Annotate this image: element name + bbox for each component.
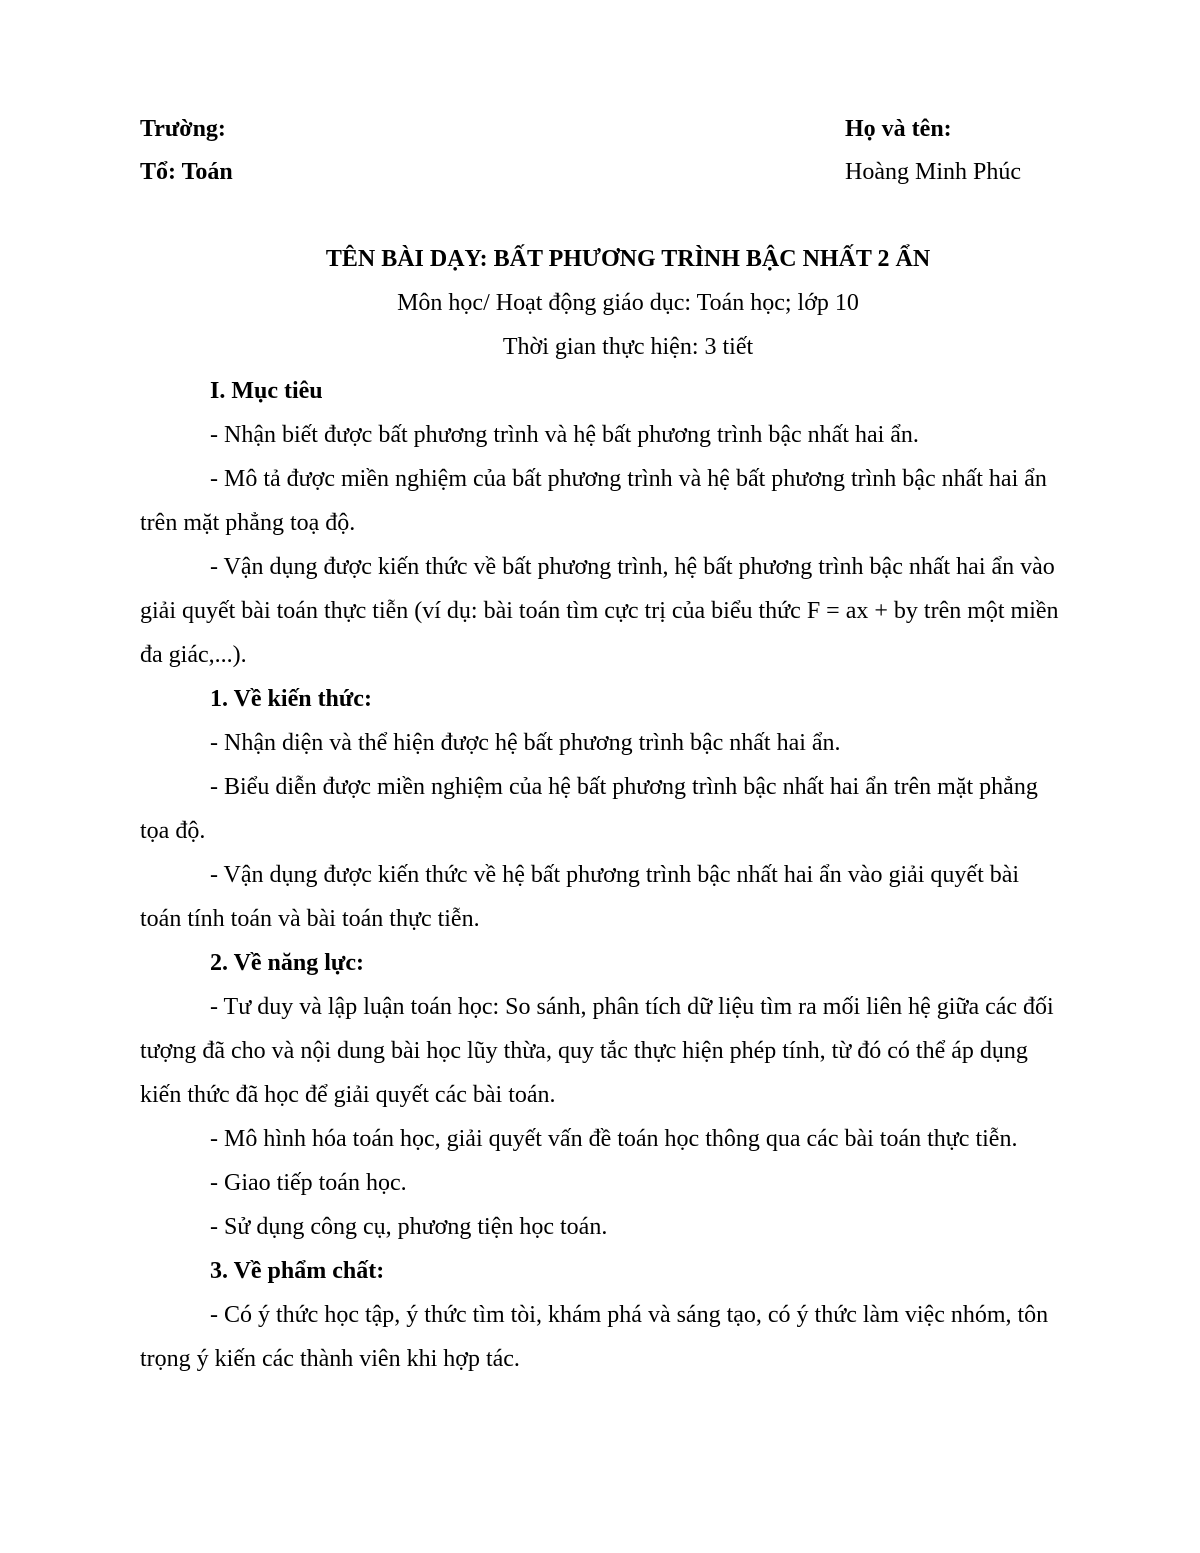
knowledge-line: - Nhận diện và thể hiện được hệ bất phương trình bậc nhất hai ẩn. (210, 730, 841, 756)
name-label: Họ và tên: (845, 116, 952, 142)
qualities-line: - Có ý thức học tập, ý thức tìm tòi, khám phá và sáng tạo, có ý thức làm việc nhóm, tôn (210, 1302, 1049, 1328)
knowledge-heading: 1. Về kiến thức: (210, 686, 372, 712)
lesson-subject: Môn học/ Hoạt động giáo dục: Toán học; lớp 10 (397, 290, 859, 316)
qualities-heading: 3. Về phẩm chất: (210, 1258, 385, 1284)
knowledge-line: toán tính toán và bài toán thực tiễn. (140, 906, 480, 932)
objective-line: - Vận dụng được kiến thức về bất phương trình, hệ bất phương trình bậc nhất hai ẩn vào (210, 554, 1055, 580)
lesson-duration: Thời gian thực hiện: 3 tiết (502, 334, 754, 360)
knowledge-line: - Biểu diễn được miền nghiệm của hệ bất phương trình bậc nhất hai ẩn trên mặt phẳng (210, 774, 1038, 800)
objectives-heading: I. Mục tiêu (210, 378, 323, 404)
competence-line: kiến thức đã học để giải quyết các bài toán. (140, 1082, 556, 1108)
competence-line: - Tư duy và lập luận toán học: So sánh, phân tích dữ liệu tìm ra mối liên hệ giữa các đối (210, 994, 1054, 1020)
qualities-line: trọng ý kiến các thành viên khi hợp tác. (140, 1346, 520, 1372)
group-label: Tổ: Toán (140, 159, 233, 185)
school-label: Trường: (140, 116, 226, 142)
competence-line: tượng đã cho và nội dung bài học lũy thừa, quy tắc thực hiện phép tính, từ đó có thể áp dụng (140, 1038, 1028, 1064)
objective-line: giải quyết bài toán thực tiễn (ví dụ: bài toán tìm cực trị của biểu thức F = ax + by trên một miền (140, 598, 1059, 624)
objective-line: - Mô tả được miền nghiệm của bất phương trình và hệ bất phương trình bậc nhất hai ẩn (210, 466, 1047, 492)
name-value: Hoàng Minh Phúc (845, 159, 1021, 185)
knowledge-line: - Vận dụng được kiến thức về hệ bất phương trình bậc nhất hai ẩn vào giải quyết bài (210, 862, 1020, 888)
competence-line: - Giao tiếp toán học. (210, 1170, 407, 1196)
competence-heading: 2. Về năng lực: (210, 950, 364, 976)
competence-line: - Mô hình hóa toán học, giải quyết vấn đề toán học thông qua các bài toán thực tiễn. (210, 1126, 1018, 1152)
competence-line: - Sử dụng công cụ, phương tiện học toán. (210, 1214, 608, 1240)
lesson-title: TÊN BÀI DẠY: BẤT PHƯƠNG TRÌNH BẬC NHẤT 2 ẨN (325, 246, 931, 272)
objective-line: - Nhận biết được bất phương trình và hệ bất phương trình bậc nhất hai ẩn. (210, 422, 919, 448)
knowledge-line: tọa độ. (140, 818, 206, 844)
objective-line: đa giác,...). (140, 642, 247, 668)
objective-line: trên mặt phẳng toạ độ. (140, 510, 356, 536)
